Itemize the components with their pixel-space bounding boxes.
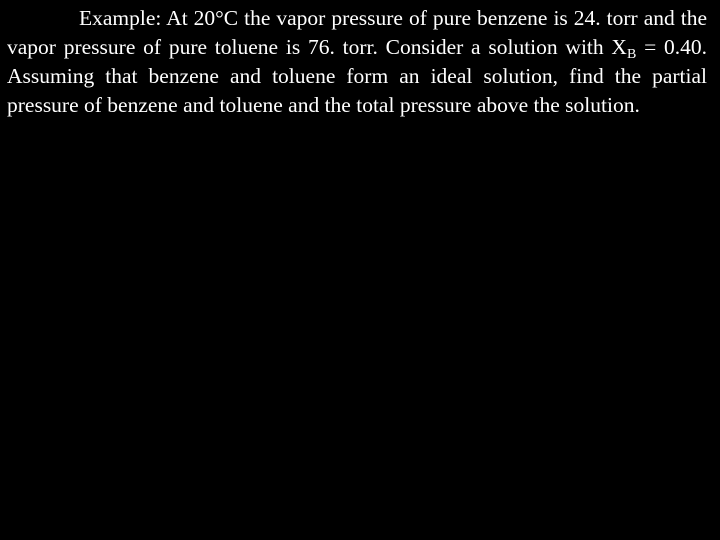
problem-text-part-1: Example: At 20°C the vapor pressure of pure benzene is 24. torr and the vapor pressure of pure toluene is 76. torr. Consider a solution with X (7, 6, 707, 59)
example-problem-text (7, 4, 707, 120)
problem-text-part-2: = 0.40. Assuming that benzene and toluene form an ideal solution, find the partial pressure of benzene and toluene and the total pressure above the solution. (7, 35, 707, 117)
mole-fraction-subscript: B (626, 47, 637, 62)
